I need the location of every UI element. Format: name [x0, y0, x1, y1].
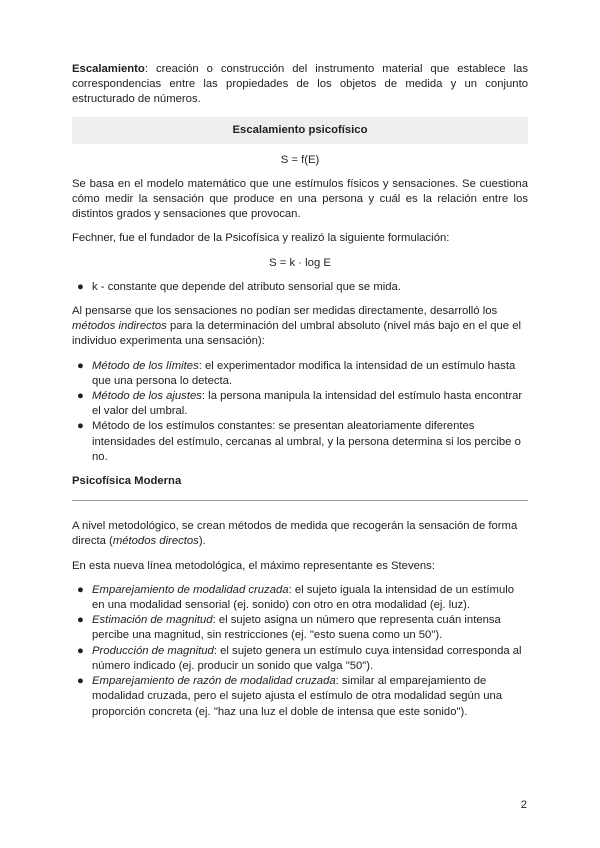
method-name: Emparejamiento de razón de modalidad cruzada — [92, 675, 336, 688]
escalamiento-text: : creación o construcción del instrumento material que establece las correspondencias entre las propiedades de los objetos de medida y un conjunto estructurado de números. — [72, 63, 528, 106]
indirect-methods-intro — [72, 304, 528, 350]
method-text: : el sujeto asigna un número que representa cuán intensa percibe una magnitud, sin restricciones (ej. "esto suena como un 50"). — [92, 614, 501, 642]
intro-emphasis: métodos indirectos — [72, 320, 167, 333]
method-text: : el experimentador modifica la intensidad de un estímulo hasta que una persona lo detecta. — [92, 359, 516, 387]
method-text: : similar al emparejamiento de modalidad cruzada, pero el sujeto ajusta el estímulo de otra modalidad según una proporción concreta (ej. "haz una luz el doble de intensa que este sonido"). — [92, 675, 503, 718]
k-item-text: k - constante que depende del atributo sensorial que se mida. — [92, 280, 401, 293]
moderna-intro — [72, 519, 528, 549]
k-list — [72, 280, 528, 295]
bullet-icon: ● — [77, 644, 84, 657]
list-item — [72, 613, 528, 643]
psicofisico-heading: Escalamiento psicofísico — [72, 117, 528, 144]
method-name: Método de los ajustes — [92, 390, 202, 403]
escalamiento-term: Escalamiento — [72, 63, 145, 75]
method-name: Estimación de magnitud — [92, 614, 213, 627]
psicofisico-description: Se basa en el modelo matemático que une estímulos físicos y sensaciones. Se cuestiona cómo medir la sensación que produce en una persona y cuál es la relación entre los distintos grados y sensaciones que provocan. — [72, 177, 528, 221]
bullet-icon: ● — [77, 390, 84, 403]
list-item — [72, 389, 528, 419]
bullet-icon: ● — [77, 675, 84, 688]
intro-part-a: Al pensarse que los sensaciones no podían ser medidas directamente, desarrolló los — [72, 305, 498, 318]
page-number: 2 — [520, 799, 527, 811]
escalamiento-definition — [72, 62, 528, 108]
method-name: Método de los límites — [92, 359, 199, 372]
bullet-icon: ● — [77, 614, 84, 627]
method-name: Emparejamiento de modalidad cruzada — [92, 583, 289, 596]
method-text: : el sujeto genera un estímulo cuya intensidad corresponda al número indicado (ej. producir un sonido que valga "50"). — [92, 644, 522, 672]
stevens-intro: En esta nueva línea metodológica, el máximo representante es Stevens: — [72, 559, 435, 572]
list-item — [72, 359, 528, 389]
list-item — [72, 583, 528, 613]
bullet-icon: ● — [77, 280, 84, 293]
method-text: : la persona manipula la intensidad del estímulo hasta encontrar el valor del umbral. — [92, 390, 523, 418]
document-page — [72, 62, 528, 720]
direct-methods-list — [72, 583, 528, 720]
bullet-icon: ● — [77, 359, 84, 372]
intro-part-b: para la determinación del umbral absoluto (nivel más bajo en el que el individuo experimenta una sensación): — [72, 320, 522, 348]
list-item — [72, 674, 528, 720]
method-name: Producción de magnitud — [92, 644, 214, 657]
intro-emphasis: métodos directos — [112, 535, 199, 548]
fechner-intro: Fechner, fue el fundador de la Psicofísica y realizó la siguiente formulación: — [72, 232, 450, 245]
intro-part-b: ). — [198, 535, 206, 548]
indirect-methods-list — [72, 359, 528, 465]
method-text: Método de los estímulos constantes: se presentan aleatoriamente diferentes intensidades del estímulo, cercanas al umbral, y la persona determina si los percibe o no. — [92, 420, 521, 463]
intro-part-a: A nivel metodológico, se crean métodos de medida que recogerán la sensación de forma directa ( — [72, 520, 518, 548]
method-text: : el sujeto iguala la intensidad de un estímulo en una modalidad sensorial (ej. sonido) con otro en otra modalidad (ej. luz). — [92, 583, 515, 612]
bullet-icon: ● — [77, 420, 84, 433]
moderna-heading: Psicofísica Moderna — [72, 475, 182, 488]
list-item — [72, 280, 528, 295]
list-item — [72, 419, 528, 465]
formula-sfe: S = f(E) — [280, 153, 320, 166]
list-item — [72, 644, 528, 674]
bullet-icon: ● — [77, 583, 84, 596]
section-divider — [72, 500, 528, 501]
formula-fechner: S = k · log E — [269, 256, 331, 269]
